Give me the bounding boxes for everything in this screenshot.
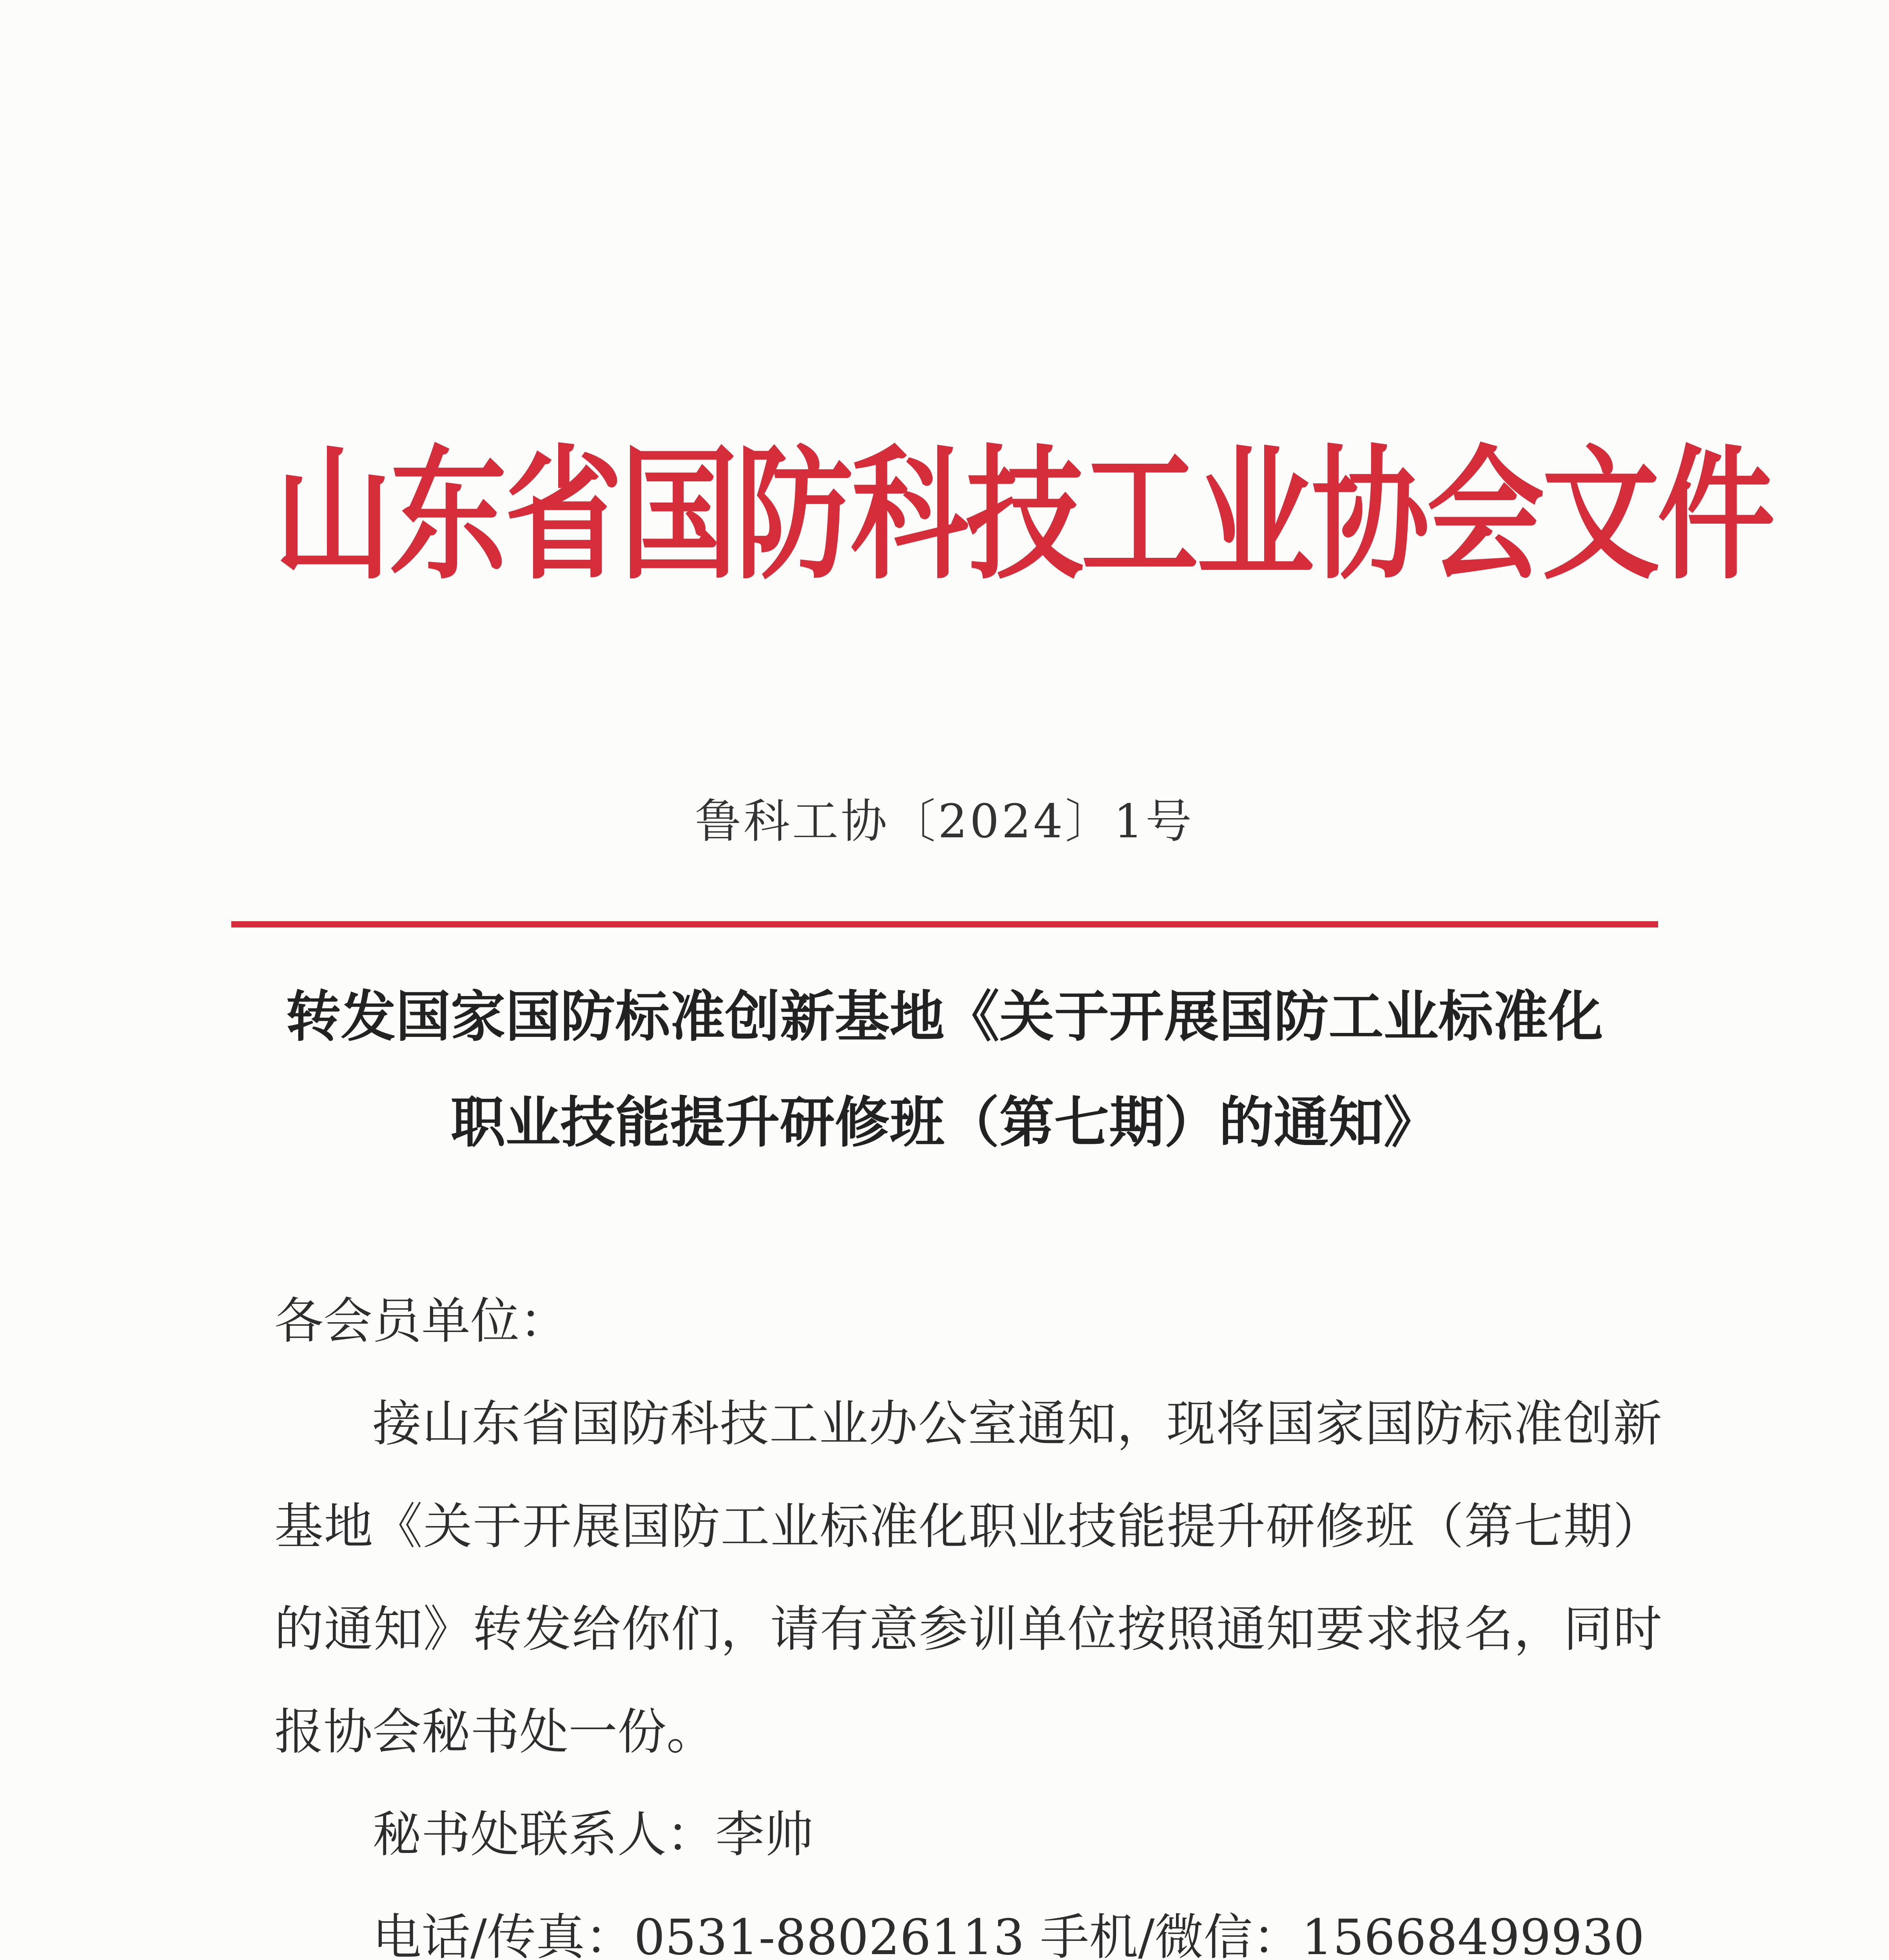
contact-person: 秘书处联系人：李帅 <box>372 1806 813 1863</box>
salutation: 各会员单位： <box>274 1293 568 1350</box>
red-divider-line <box>231 921 1658 927</box>
contact-phone: 电话/传真：0531-88026113 手机/微信：15668499930 <box>372 1909 1645 1960</box>
notice-title-line-2: 职业技能提升研修班（第七期）的通知》 <box>450 1091 1439 1155</box>
notice-title-line-1: 转发国家国防标准创新基地《关于开展国防工业标准化 <box>286 985 1603 1049</box>
notice-body <box>274 1270 1662 1960</box>
document-number: 鲁科工协〔2024〕1号 <box>695 794 1194 848</box>
document-header-title: 山东省国防科技工业协会文件 <box>274 430 1773 599</box>
body-paragraph: 接山东省国防科技工业办公室通知，现将国家国防标准创新基地《关于开展国防工业标准化职业技能提升研修班（第七期）的通知》转发给你们，请有意参训单位按照通知要求报名，同时报协会秘书处一份。 <box>274 1396 1662 1760</box>
notice-title <box>0 964 1889 1176</box>
